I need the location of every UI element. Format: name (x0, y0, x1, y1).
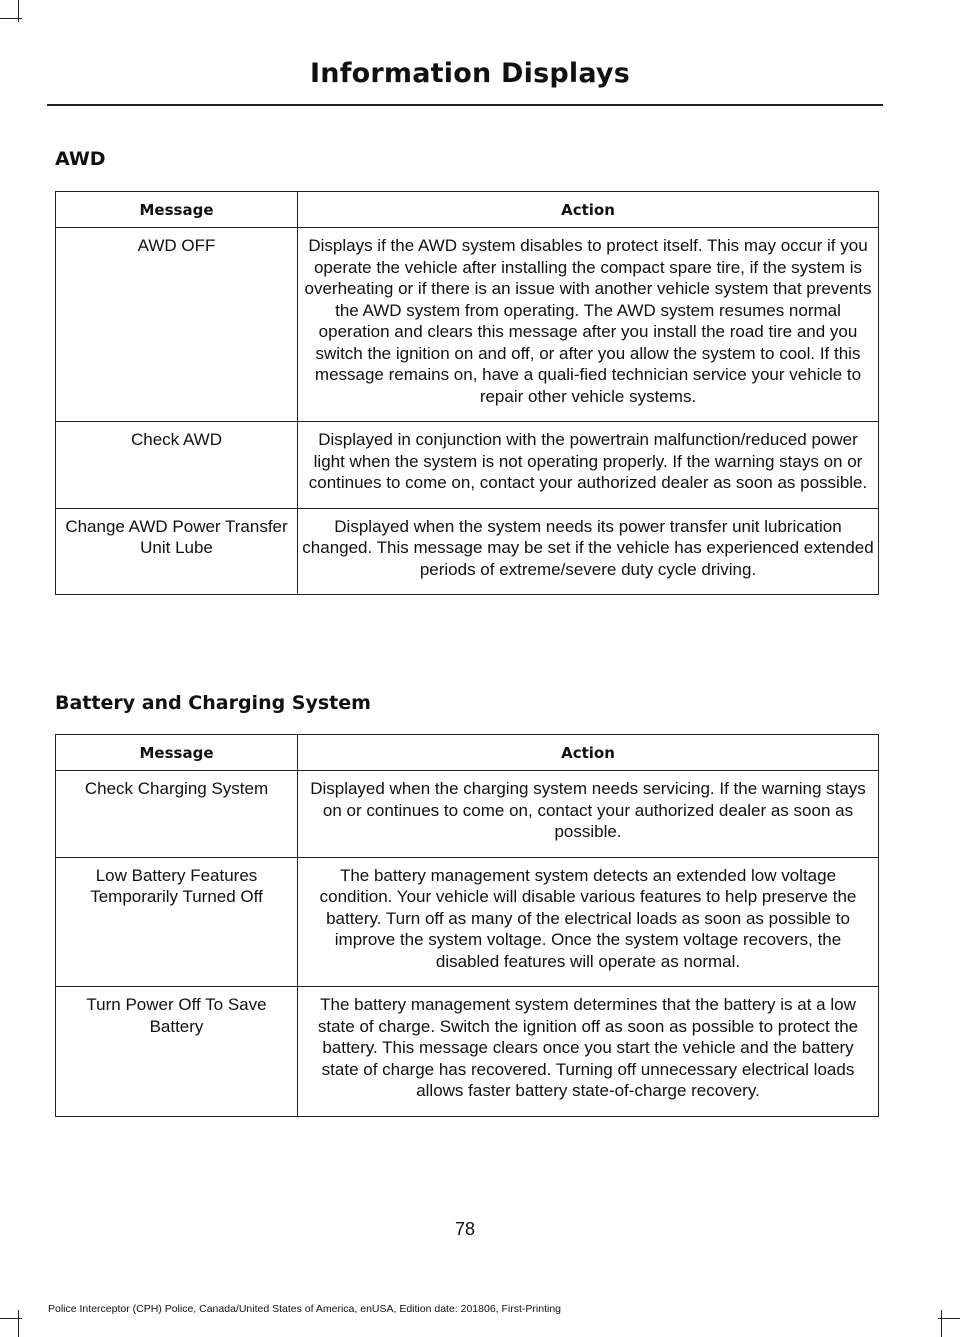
table-row (56, 771, 879, 858)
edition-footer: Police Interceptor (CPH) Police, Canada/United States of America, enUSA, Edition date: 201806, First-Printing (48, 1303, 562, 1315)
message-cell: Check Charging System (56, 771, 298, 858)
header-divider (47, 104, 883, 106)
message-cell: AWD OFF (56, 228, 298, 422)
action-cell: Displayed when the system needs its power transfer unit lubrication changed. This message may be set if the vehicle has experienced extended periods of extreme/severe duty cycle driving. (298, 508, 879, 595)
crop-mark (938, 1318, 960, 1319)
action-cell: The battery management system detects an extended low voltage condition. Your vehicle will disable various features to help preserve the battery. Turn off as many of the electrical loads as soon as possible to improve the system voltage. Once the system voltage recovers, the disabled features will operate as normal. (298, 857, 879, 987)
message-cell: Low Battery Features Temporarily Turned Off (56, 857, 298, 987)
action-cell: Displayed in conjunction with the powertrain malfunction/reduced power light when the system is not operating properly. If the warning stays on or continues to come on, contact your authorized dealer as soon as possible. (298, 422, 879, 509)
table-row (56, 422, 879, 509)
action-cell: Displayed when the charging system needs servicing. If the warning stays on or continues to come on, contact your authorized dealer as soon as possible. (298, 771, 879, 858)
column-header-action: Action (298, 192, 879, 228)
page-number: 78 (454, 1219, 476, 1239)
section-heading-battery: Battery and Charging System (55, 692, 371, 714)
battery-message-table (55, 734, 879, 1117)
crop-mark (0, 1318, 22, 1319)
page-title: Information Displays (310, 58, 630, 89)
table-header-row (56, 192, 879, 228)
action-cell: Displays if the AWD system disables to protect itself. This may occur if you operate the vehicle after installing the compact spare tire, if the system is overheating or if there is an issue with another vehicle system that prevents the AWD system from operating. The AWD system resumes normal operation and clears this message after you install the road tire and you switch the ignition on and off, or after you allow the system to cool. If this message remains on, have a quali-fied technician service your vehicle to repair other vehicle systems. (298, 228, 879, 422)
message-cell: Turn Power Off To Save Battery (56, 987, 298, 1117)
action-cell: The battery management system determines that the battery is at a low state of charge. Switch the ignition off as soon as possible to protect the battery. This message clears once you start the vehicle and the battery state of charge has recovered. Turning off unnecessary electrical loads allows faster battery state-of-charge recovery. (298, 987, 879, 1117)
table-row (56, 857, 879, 987)
crop-mark (18, 1310, 19, 1337)
message-cell: Change AWD Power Transfer Unit Lube (56, 508, 298, 595)
awd-message-table (55, 191, 879, 595)
column-header-message: Message (56, 192, 298, 228)
column-header-message: Message (56, 735, 298, 771)
table-row (56, 987, 879, 1117)
crop-mark (0, 18, 22, 19)
table-header-row (56, 735, 879, 771)
message-cell: Check AWD (56, 422, 298, 509)
section-heading-awd: AWD (55, 148, 106, 170)
table-row (56, 508, 879, 595)
column-header-action: Action (298, 735, 879, 771)
table-row (56, 228, 879, 422)
crop-mark (941, 1310, 942, 1337)
